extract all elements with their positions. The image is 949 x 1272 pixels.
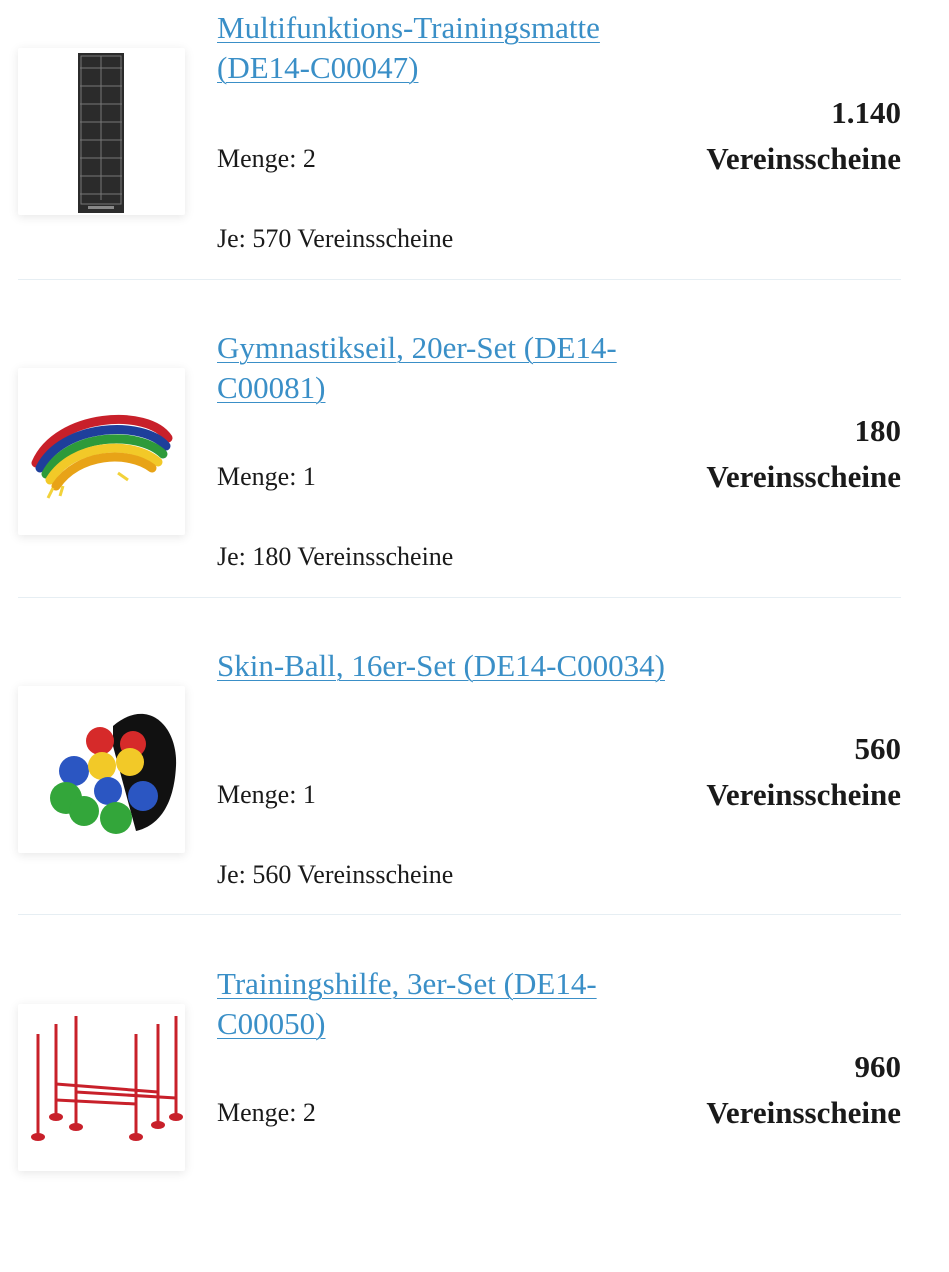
line-total-amount: 1.140	[831, 95, 901, 130]
unit-price-text: Je: 180 Vereinsscheine	[217, 542, 454, 571]
quantity-text: Menge: 2	[217, 1098, 316, 1127]
unit-price-text: Je: 560 Vereinsscheine	[217, 860, 454, 889]
line-total-unit: Vereinsscheine	[706, 459, 901, 494]
item-divider	[18, 279, 901, 280]
line-total-unit: Vereinsscheine	[706, 777, 901, 812]
quantity-text: Menge: 1	[217, 462, 316, 491]
cart-item	[0, 0, 949, 318]
line-total	[706, 726, 901, 818]
quantity-text: Menge: 1	[217, 780, 316, 809]
product-title-link[interactable]: Trainingshilfe, 3er-Set (DE14-C00050)	[217, 966, 597, 1041]
line-total-amount: 180	[854, 413, 901, 448]
product-image[interactable]	[18, 1004, 185, 1171]
product-image[interactable]	[18, 368, 185, 535]
product-title-link[interactable]: Skin-Ball, 16er-Set (DE14-C00034)	[217, 648, 665, 683]
cart-item	[0, 954, 949, 1272]
hurdles-icon	[18, 1004, 185, 1171]
line-total-unit: Vereinsscheine	[706, 141, 901, 176]
line-total-amount: 560	[854, 731, 901, 766]
line-total	[706, 408, 901, 500]
line-total-unit: Vereinsscheine	[706, 1095, 901, 1130]
line-total-amount: 960	[854, 1049, 901, 1084]
quantity-text: Menge: 2	[217, 144, 316, 173]
product-title-link[interactable]: Gymnastikseil, 20er-Set (DE14-C00081)	[217, 330, 617, 405]
jump-ropes-icon	[18, 368, 185, 535]
ball-set-icon	[18, 686, 185, 853]
training-mat-icon	[18, 48, 185, 215]
item-divider	[18, 914, 901, 915]
product-image[interactable]	[18, 48, 185, 215]
line-total	[706, 1044, 901, 1136]
cart-item	[0, 636, 949, 954]
item-divider	[18, 597, 901, 598]
unit-price-text: Je: 570 Vereinsscheine	[217, 224, 454, 253]
product-title-link[interactable]: Multifunktions-Trainingsmatte (DE14-C00047)	[217, 10, 600, 85]
line-total	[706, 90, 901, 182]
cart-item	[0, 318, 949, 636]
product-image[interactable]	[18, 686, 185, 853]
